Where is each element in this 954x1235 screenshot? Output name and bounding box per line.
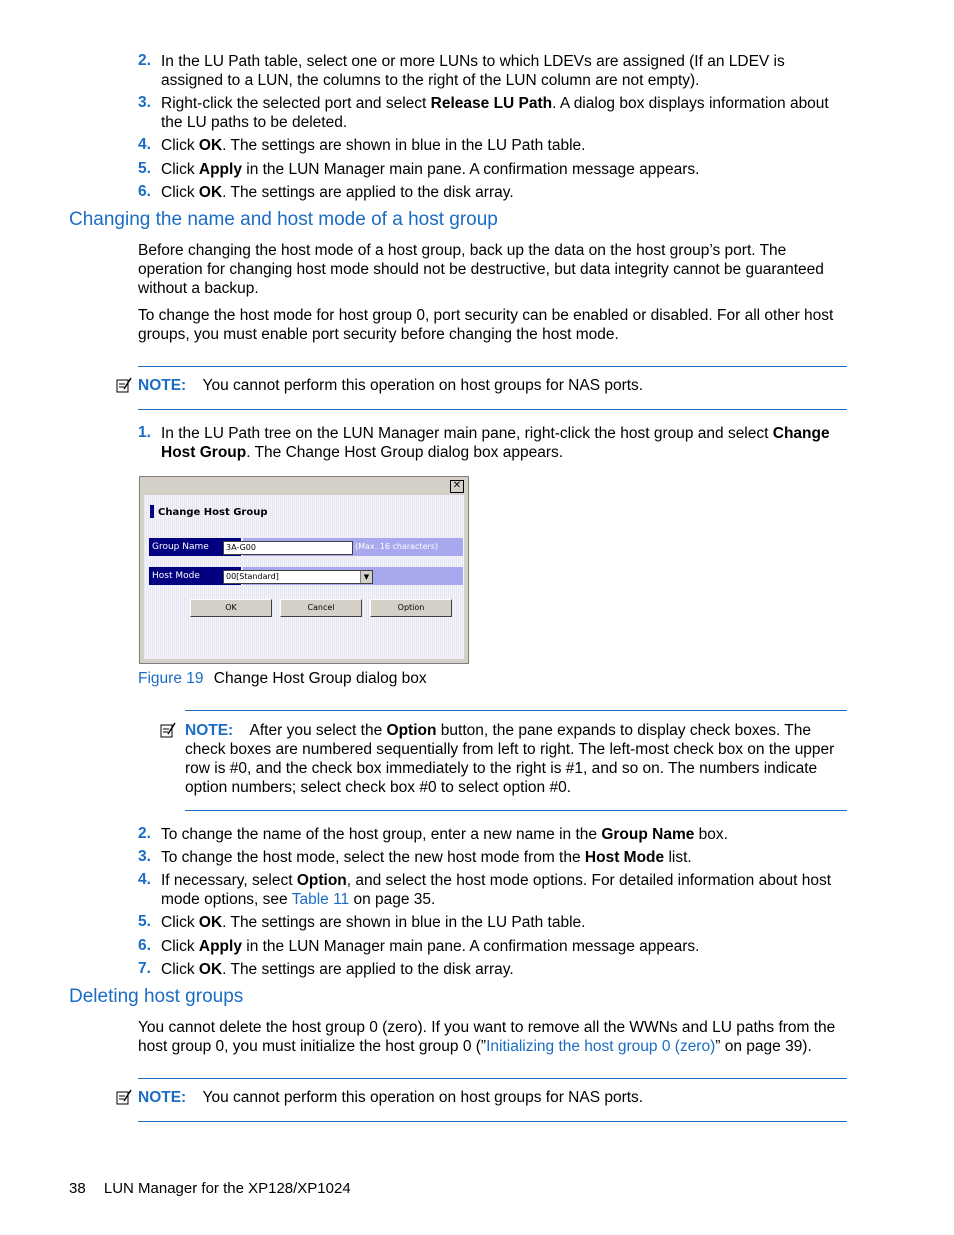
group-name-input[interactable]: 3A-G00 (223, 541, 353, 555)
step-text: Click OK. The settings are shown in blue in the LU Path table. (161, 914, 586, 931)
step-text: Click OK. The settings are applied to the disk array. (161, 961, 514, 978)
group-name-hint: (Max. 16 characters) (355, 542, 439, 551)
close-button[interactable] (450, 480, 464, 493)
note: NOTE: After you select the Option button, the pane expands to display check boxes. The check boxes are numbered sequentially from left to right. The left-most check box on the upper row is #0, and the check box immediately to the right is #1, and so on. The numbers indicate option numbers; select check box #0 to select option #0. (185, 722, 835, 796)
step-text: To change the host mode, select the new host mode from the Host Mode list. (161, 849, 692, 866)
page-number: 38 (69, 1180, 86, 1197)
note-rule-top (138, 1078, 847, 1079)
step-text: Right-click the selected port and select Release LU Path. A dialog box displays information about the LU paths to be deleted. (161, 95, 829, 131)
note-rule-bottom (185, 810, 847, 811)
step-number: 4. (138, 136, 151, 153)
section-heading: Deleting host groups (69, 986, 244, 1007)
step-number: 7. (138, 960, 151, 977)
ok-button[interactable]: OK (190, 599, 272, 617)
group-name-row (226, 538, 463, 556)
note-rule-top (138, 366, 847, 367)
host-mode-select[interactable] (223, 570, 373, 584)
group-name-label: Group Name (149, 538, 241, 556)
step-text: Click OK. The settings are applied to the disk array. (161, 184, 514, 201)
note-label: NOTE: (185, 722, 234, 739)
host-mode-row (226, 567, 463, 585)
note-label: NOTE: (138, 377, 187, 394)
step-number: 6. (138, 937, 151, 954)
note-icon (160, 722, 176, 738)
note-rule-bottom (138, 409, 847, 410)
step-number: 6. (138, 183, 151, 200)
title-marker (150, 505, 154, 518)
note (138, 376, 643, 395)
step-number: 3. (138, 94, 151, 111)
step-number: 5. (138, 160, 151, 177)
cancel-button[interactable]: Cancel (280, 599, 362, 617)
section-heading: Changing the name and host mode of a host group (69, 209, 498, 230)
paragraph: To change the host mode for host group 0, port security can be enabled or disabled. For all other host groups, you must enable port security before changing the host mode. (138, 307, 834, 343)
note-rule-top (185, 710, 847, 711)
figure-caption-text: Change Host Group dialog box (213, 670, 427, 687)
note-text: You cannot perform this operation on host groups for NAS ports. (202, 377, 644, 394)
dialog-title: Change Host Group (158, 507, 268, 518)
table-link[interactable]: Table 11 (291, 891, 350, 908)
step-number: 5. (138, 913, 151, 930)
page-footer (69, 1180, 351, 1197)
step-text: In the LU Path tree on the LUN Manager main pane, right-click the host group and select Change Host Group. The Change Host Group dialog box appears. (161, 425, 830, 461)
step-text: If necessary, select Option, and select the host mode options. For detailed information about host mode options, see Table 11 on page 35. (161, 872, 832, 908)
step-text: Click OK. The settings are shown in blue in the LU Path table. (161, 137, 586, 154)
step-text: Click Apply in the LUN Manager main pane. A confirmation message appears. (161, 938, 700, 955)
note (138, 1088, 643, 1107)
figure-caption (138, 669, 427, 688)
step-number: 3. (138, 848, 151, 865)
step-number: 1. (138, 424, 151, 441)
step-text: To change the name of the host group, enter a new name in the Group Name box. (161, 826, 728, 843)
option-button[interactable]: Option (370, 599, 452, 617)
note-icon (116, 377, 132, 393)
step-text: In the LU Path table, select one or more LUNs to which LDEVs are assigned (If an LDEV is assigned to a LUN, the columns to the right of the LUN column are not empty). (161, 53, 785, 89)
footer-title: LUN Manager for the XP128/XP1024 (103, 1180, 351, 1197)
figure-label: Figure 19 (138, 670, 204, 687)
close-icon: ✕ (452, 480, 462, 491)
paragraph: Before changing the host mode of a host group, back up the data on the host group’s port. The operation for changing host mode should not be destructive, but data integrity cannot be guaranteed without a backup. (138, 242, 824, 297)
initialize-link[interactable]: Initializing the host group 0 (zero) (486, 1038, 716, 1055)
host-mode-value: 00[Standard] (226, 572, 279, 581)
change-host-group-dialog (139, 476, 469, 664)
chevron-down-icon[interactable]: ▼ (360, 571, 372, 583)
dialog-titlebar (142, 479, 466, 493)
note-icon (116, 1089, 132, 1105)
note-rule-bottom (138, 1121, 847, 1122)
dialog-body (144, 495, 464, 659)
note-label: NOTE: (138, 1089, 187, 1106)
step-number: 2. (138, 825, 151, 842)
note-text: You cannot perform this operation on host groups for NAS ports. (202, 1089, 644, 1106)
step-text: Click Apply in the LUN Manager main pane. A confirmation message appears. (161, 161, 700, 178)
step-number: 4. (138, 871, 151, 888)
host-mode-label: Host Mode (149, 567, 241, 585)
paragraph: You cannot delete the host group 0 (zero). If you want to remove all the WWNs and LU paths from the host group 0, you must initialize the host group 0 (”Initializing the host group 0 (zero)” on page 39). (138, 1019, 836, 1055)
step-number: 2. (138, 52, 151, 69)
